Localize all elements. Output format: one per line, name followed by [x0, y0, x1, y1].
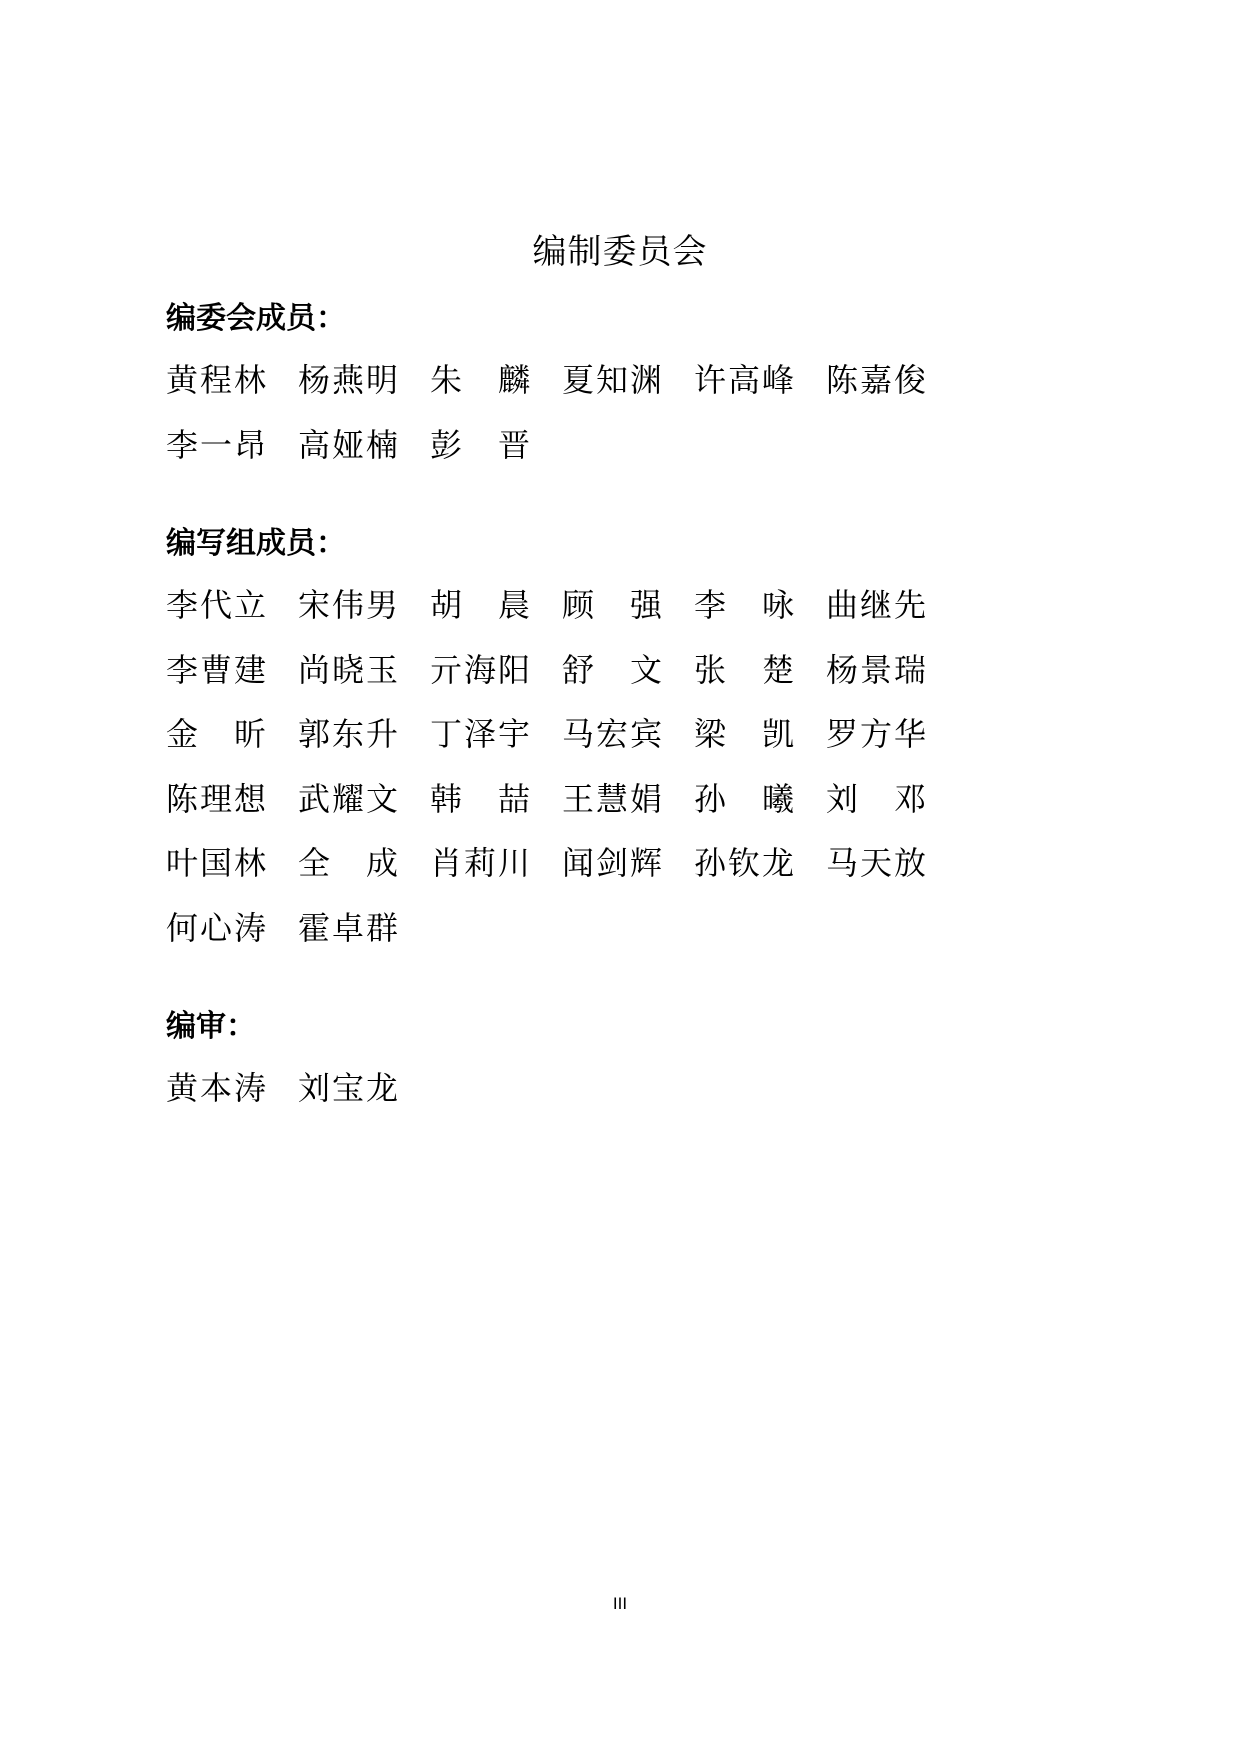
member-name: 武 耀 文	[298, 779, 398, 818]
member-name: 王 慧 娟	[562, 779, 662, 818]
member-name: 李 曹 建	[166, 650, 266, 689]
member-name: 高 娅 楠	[298, 425, 398, 464]
member-name: 陈 理 想	[166, 779, 266, 818]
name-grid-reviewers	[166, 1068, 966, 1133]
member-name: 宋 伟 男	[298, 586, 398, 624]
name-row	[166, 843, 966, 908]
section-heading-editorial-committee: 编委会成员：	[166, 301, 346, 336]
member-name: 孙 曦	[694, 779, 794, 818]
member-name: 黄 本 涛	[166, 1069, 266, 1107]
member-name: 杨 燕 明	[298, 361, 398, 399]
member-name: 肖 莉 川	[430, 844, 530, 882]
name-row	[166, 714, 966, 779]
name-row	[166, 425, 966, 490]
name-row	[166, 585, 966, 650]
member-name: 全 成	[298, 844, 398, 882]
member-name: 舒 文	[562, 650, 662, 689]
member-name: 闻 剑 辉	[562, 844, 662, 882]
member-name: 许 高 峰	[694, 361, 794, 399]
member-name: 金 昕	[166, 715, 266, 753]
member-name: 刘 宝 龙	[298, 1069, 398, 1107]
member-name: 曲 继 先	[826, 586, 926, 624]
name-row	[166, 779, 966, 844]
name-row	[166, 1068, 966, 1133]
section-heading-reviewers: 编审：	[166, 1009, 256, 1044]
name-row	[166, 650, 966, 715]
member-name: 刘 邓	[826, 779, 926, 818]
member-name: 马 天 放	[826, 844, 926, 882]
member-name: 李 咏	[694, 586, 794, 624]
member-name: 李 一 昂	[166, 425, 266, 464]
member-name: 李 代 立	[166, 586, 266, 624]
member-name: 胡 晨	[430, 586, 530, 624]
member-name: 郭 东 升	[298, 715, 398, 753]
name-grid-writing-group	[166, 585, 966, 972]
member-name: 朱 麟	[430, 361, 530, 399]
member-name: 杨 景 瑞	[826, 650, 926, 689]
member-name: 罗 方 华	[826, 715, 926, 753]
member-name: 马 宏 宾	[562, 715, 662, 753]
name-row	[166, 908, 966, 973]
member-name: 丁 泽 宇	[430, 715, 530, 753]
member-name: 霍 卓 群	[298, 908, 398, 947]
member-name: 尚 晓 玉	[298, 650, 398, 689]
member-name: 梁 凯	[694, 715, 794, 753]
member-name: 彭 晋	[430, 425, 530, 464]
member-name: 何 心 涛	[166, 908, 266, 947]
member-name: 张 楚	[694, 650, 794, 689]
member-name: 孙 钦 龙	[694, 844, 794, 882]
section-heading-writing-group: 编写组成员：	[166, 526, 346, 561]
member-name: 夏 知 渊	[562, 361, 662, 399]
page-number: III	[612, 1594, 628, 1613]
member-name: 韩 喆	[430, 779, 530, 818]
page-title: 编制委员会	[532, 232, 708, 272]
member-name: 亓 海 阳	[430, 650, 530, 689]
member-name: 顾 强	[562, 586, 662, 624]
member-name: 黄 程 林	[166, 361, 266, 399]
name-row	[166, 360, 966, 425]
name-grid-editorial-committee	[166, 360, 966, 489]
member-name: 陈 嘉 俊	[826, 361, 926, 399]
member-name: 叶 国 林	[166, 844, 266, 882]
